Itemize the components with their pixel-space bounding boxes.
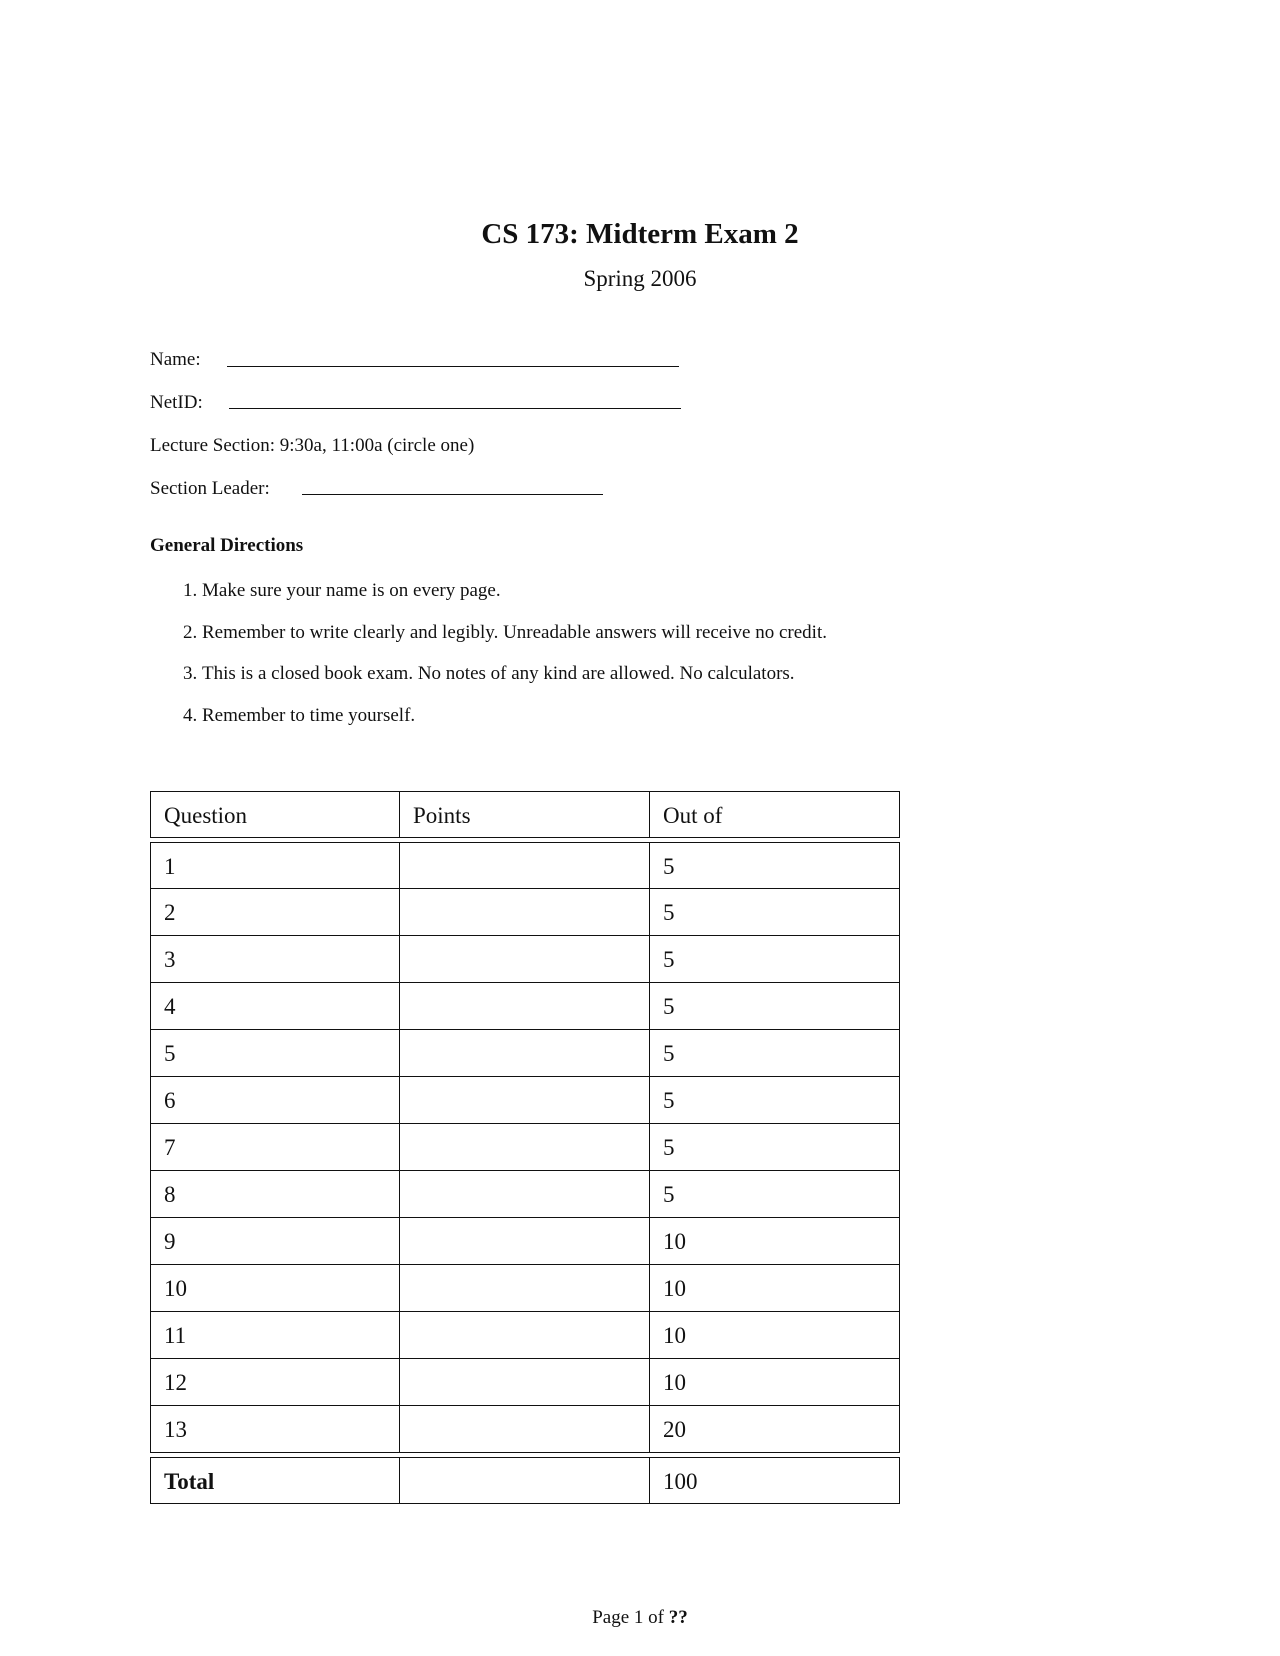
- netid-line[interactable]: [229, 408, 681, 409]
- netid-label: NetID:: [150, 392, 203, 413]
- question-cell: 2: [150, 889, 400, 936]
- points-cell[interactable]: [400, 1359, 650, 1406]
- out-of-cell: 5: [650, 1030, 900, 1077]
- table-body: [150, 842, 904, 1453]
- out-of-cell: 10: [650, 1265, 900, 1312]
- table-row: [150, 889, 904, 936]
- exam-term: Spring 2006: [583, 266, 697, 291]
- score-table: [150, 791, 904, 1504]
- question-cell: 6: [150, 1077, 400, 1124]
- out-of-cell: 5: [650, 1124, 900, 1171]
- out-of-cell: 10: [650, 1359, 900, 1406]
- total-row: [150, 1457, 904, 1504]
- question-cell: 8: [150, 1171, 400, 1218]
- points-cell[interactable]: [400, 1030, 650, 1077]
- out-of-cell: 5: [650, 983, 900, 1030]
- page-number: Page 1 of: [592, 1607, 664, 1628]
- table-row: [150, 1171, 904, 1218]
- header-points: Points: [400, 791, 650, 838]
- points-cell[interactable]: [400, 936, 650, 983]
- table-row: [150, 842, 904, 889]
- question-cell: 4: [150, 983, 400, 1030]
- name-label: Name:: [150, 349, 201, 370]
- points-cell[interactable]: [400, 1077, 650, 1124]
- question-cell: 12: [150, 1359, 400, 1406]
- table-row: [150, 1265, 904, 1312]
- page-total: ??: [668, 1607, 688, 1628]
- points-cell[interactable]: [400, 1124, 650, 1171]
- out-of-cell: 10: [650, 1218, 900, 1265]
- points-cell[interactable]: [400, 1406, 650, 1453]
- points-cell[interactable]: [400, 1218, 650, 1265]
- question-cell: 5: [150, 1030, 400, 1077]
- out-of-cell: 5: [650, 1171, 900, 1218]
- out-of-cell: 20: [650, 1406, 900, 1453]
- lecture-section: Lecture Section: 9:30a, 11:00a (circle one): [150, 435, 475, 456]
- direction-item: 2. Remember to write clearly and legibly. Unreadable answers will receive no credit.: [202, 622, 827, 664]
- points-cell[interactable]: [400, 842, 650, 889]
- table-row: [150, 1218, 904, 1265]
- question-cell: 7: [150, 1124, 400, 1171]
- table-row: [150, 1124, 904, 1171]
- total-points[interactable]: [400, 1457, 650, 1504]
- question-cell: 13: [150, 1406, 400, 1453]
- out-of-cell: 10: [650, 1312, 900, 1359]
- table-row: [150, 1359, 904, 1406]
- total-label: Total: [150, 1457, 400, 1504]
- directions-list: [150, 580, 827, 746]
- points-cell[interactable]: [400, 1171, 650, 1218]
- directions-heading: General Directions: [150, 535, 304, 556]
- page-footer: [0, 1607, 1280, 1629]
- question-cell: 3: [150, 936, 400, 983]
- question-cell: 9: [150, 1218, 400, 1265]
- table-row: [150, 983, 904, 1030]
- question-cell: 1: [150, 842, 400, 889]
- name-line[interactable]: [227, 366, 679, 367]
- direction-item: 1. Make sure your name is on every page.: [202, 580, 827, 622]
- table-row: [150, 1312, 904, 1359]
- exam-title: CS 173: Midterm Exam 2: [481, 218, 799, 250]
- table-row: [150, 1030, 904, 1077]
- table-header-row: [150, 791, 904, 838]
- direction-item: 3. This is a closed book exam. No notes of any kind are allowed. No calculators.: [202, 663, 827, 705]
- out-of-cell: 5: [650, 1077, 900, 1124]
- question-cell: 11: [150, 1312, 400, 1359]
- points-cell[interactable]: [400, 983, 650, 1030]
- section-leader-line[interactable]: [302, 494, 603, 495]
- out-of-cell: 5: [650, 889, 900, 936]
- out-of-cell: 5: [650, 936, 900, 983]
- table-row: [150, 936, 904, 983]
- points-cell[interactable]: [400, 1265, 650, 1312]
- total-out-of: 100: [650, 1457, 900, 1504]
- section-leader-label: Section Leader:: [150, 478, 270, 499]
- table-row: [150, 1406, 904, 1453]
- direction-item: 4. Remember to time yourself.: [202, 705, 827, 747]
- points-cell[interactable]: [400, 889, 650, 936]
- header-out-of: Out of: [650, 791, 900, 838]
- out-of-cell: 5: [650, 842, 900, 889]
- header-question: Question: [150, 791, 400, 838]
- table-row: [150, 1077, 904, 1124]
- question-cell: 10: [150, 1265, 400, 1312]
- points-cell[interactable]: [400, 1312, 650, 1359]
